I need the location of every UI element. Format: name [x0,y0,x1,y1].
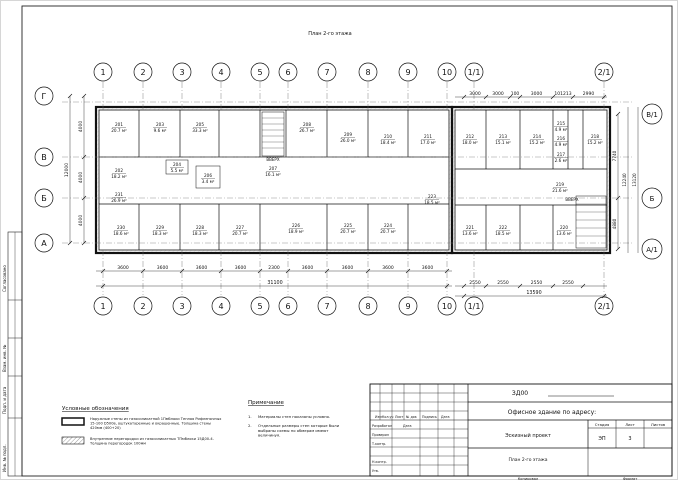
svg-text:213: 213 [499,134,507,139]
axis-label-right: В/1 [646,111,658,119]
svg-text:202: 202 [115,168,123,173]
axis-label-bottom: 4 [218,302,224,311]
svg-text:210: 210 [384,134,392,139]
svg-text:20.7 м²: 20.7 м² [340,229,356,234]
svg-text:216: 216 [557,136,565,141]
dimension-value-top-right: 3000 [492,92,504,97]
svg-text:15.1 м²: 15.1 м² [495,140,511,145]
row-approved: Утв. [372,469,379,473]
svg-text:17.0 м²: 17.0 м² [420,140,436,145]
legend-title: Условные обозначения [62,406,129,412]
svg-text:224: 224 [384,223,392,228]
note-1: Материалы стен показаны условно. [258,414,331,419]
axis-label-right: Б [649,195,655,203]
dimension-value-bottom: 3600 [195,266,208,271]
dimension-value-left: 4000 [79,171,84,184]
axis-label-top: 1 [100,68,106,77]
dimension-value-bottom: 2300 [268,266,280,271]
axis-label-left: В [41,153,47,162]
svg-text:18.4 м²: 18.4 м² [380,140,396,145]
svg-text:13.6 м²: 13.6 м² [462,231,478,236]
axis-label-bottom: 7 [324,302,330,311]
svg-text:2.6 м²: 2.6 м² [554,158,568,163]
svg-text:13.6 м²: 13.6 м² [556,231,572,236]
dimension-value-left: 4000 [79,214,84,227]
svg-text:218: 218 [591,134,599,139]
dimension-value-bottom: 3600 [301,266,314,271]
svg-text:228: 228 [196,225,204,230]
axis-label-left: Б [41,194,47,203]
sheets-head: Листов [650,422,666,427]
svg-text:204: 204 [173,162,181,167]
axis-label-left: А [41,239,47,248]
axis-label-bottom: 1/1 [467,302,481,311]
svg-text:33.3 м²: 33.3 м² [192,128,208,133]
stage-value: ЭП [598,436,606,442]
dimension-value-bottom: 3600 [382,266,394,271]
dimension-value-right: 12240 [622,173,627,187]
svg-text:20.7 м²: 20.7 м² [111,128,127,133]
svg-text:16.1 м²: 16.1 м² [265,172,281,177]
legend-item-partitions: Внутренние перегородки из газосиликатных ТПмблоки 15Д00-4. Толщина перегородок 100мм [90,437,214,446]
col-doc: № док [406,415,417,419]
svg-text:3.4 м²: 3.4 м² [201,179,215,184]
svg-text:217: 217 [557,152,565,157]
row-developed-date: Дата [403,424,412,428]
format-label: Формат [622,477,638,480]
svg-text:222: 222 [499,225,507,230]
col-kol: Кол.уч [382,415,394,419]
axis-label-bottom: 10 [441,302,453,311]
sheet-value: 3 [628,436,632,442]
axis-label-left: Г [41,92,47,101]
axis-label-bottom: 3 [179,302,185,311]
svg-text:201: 201 [115,122,123,127]
svg-text:18.0 м²: 18.0 м² [462,140,478,145]
svg-text:206: 206 [204,173,212,178]
svg-text:205: 205 [196,122,204,127]
svg-text:18.6 м²: 18.6 м² [113,231,129,236]
svg-text:227: 227 [236,225,244,230]
svg-text:231: 231 [115,192,123,197]
axis-label-top: 4 [218,68,224,77]
legend-item-outer-walls: Наружные стены из газосиликатной 1Пмблоки Теплоя Рифленочных 15-100 D500в, оштукатуренные и окрашенные. Толщина стены 420мм (400+20) [90,417,222,430]
notes-title: Примечание [248,400,284,406]
svg-text:212: 212 [466,134,474,139]
row-ncontrol: Н.контр. [372,460,387,464]
svg-text:5.5 м²: 5.5 м² [170,168,184,173]
dimension-value-right: 4880 [612,218,617,230]
svg-text:20.7 м²: 20.7 м² [380,229,396,234]
dimension-total-bottom-right: 13590 [526,291,542,296]
axis-label-bottom: 2 [140,302,146,311]
axis-label-top: 8 [365,68,371,77]
svg-text:18.9 м²: 18.9 м² [288,229,304,234]
svg-text:209: 209 [344,132,352,137]
dimension-value-right: 7740 [612,150,617,162]
col-sign: Подпись [422,415,437,419]
axis-label-top: 6 [285,68,291,77]
svg-text:208: 208 [303,122,311,127]
dimension-value-top-right: 2990 [582,92,595,97]
stair-up-label-2: ВВЕРХ [565,197,579,202]
axis-label-bottom: 1 [100,302,106,311]
svg-text:18.3 м²: 18.3 м² [152,231,168,236]
svg-text:223: 223 [428,194,436,199]
axis-label-top: 5 [257,68,263,77]
axis-label-bottom: 2/1 [597,302,611,311]
row-tcontrol: Т.контр. [372,442,387,446]
dimension-value-bottom: 3600 [421,266,434,271]
svg-text:21.6 м²: 21.6 м² [552,188,568,193]
svg-text:20.7 м²: 20.7 м² [232,231,248,236]
dimension-total-right: 13120 [632,173,637,187]
dimension-value-bottom: 3600 [156,266,169,271]
axis-label-top: 2/1 [597,68,611,77]
svg-text:214: 214 [533,134,541,139]
dimension-value-top-right: 3000 [530,92,543,97]
note-2: Отдельные размеры стен которые были выбраны схемы по обмерам имеют величинуя. [258,423,340,438]
axis-label-bottom: 9 [405,302,411,311]
project-code: ЗД00 [511,390,529,397]
col-izm: Изм [375,415,382,419]
dimension-value-bottom-right: 2550 [469,281,481,286]
svg-text:26.7 м²: 26.7 м² [299,128,315,133]
col-list: Лист [395,415,404,419]
axis-label-right: А/1 [646,246,658,254]
svg-text:15.2 м²: 15.2 м² [587,140,603,145]
svg-text:18.2 м²: 18.2 м² [111,174,127,179]
stair-up-label: ВВЕРХ [266,157,280,162]
svg-text:26.9 м²: 26.9 м² [111,198,127,203]
svg-text:226: 226 [292,223,300,228]
copied-label: Копировал [517,477,539,480]
axis-label-bottom: 5 [257,302,263,311]
axis-label-bottom: 6 [285,302,291,311]
svg-text:9.6 м²: 9.6 м² [153,128,167,133]
dimension-value-bottom: 3600 [234,266,247,271]
legend-partition-swatch [62,437,84,444]
dimension-total-bottom: 31100 [267,281,283,286]
axis-label-bottom: 8 [365,302,371,311]
dimension-value-left: 4000 [79,120,84,133]
dimension-total-left: 12000 [65,162,70,178]
svg-text:18.5 м²: 18.5 м² [424,200,440,205]
svg-text:2.: 2. [248,423,252,428]
svg-text:229: 229 [156,225,164,230]
svg-text:207: 207 [269,166,277,171]
svg-text:219: 219 [556,182,564,187]
svg-text:225: 225 [344,223,352,228]
axis-label-top: 3 [179,68,185,77]
svg-text:203: 203 [156,122,164,127]
svg-text:211: 211 [424,134,432,139]
dimension-value-top-right: 100 [510,92,520,97]
dimension-value-bottom: 3600 [341,266,354,271]
dimension-value-bottom-right: 2550 [530,281,543,286]
svg-text:230: 230 [117,225,125,230]
svg-text:215: 215 [557,121,565,126]
dimension-value-top-right: 3000 [469,92,481,97]
svg-text:15.2 м²: 15.2 м² [529,140,545,145]
axis-label-top: 9 [405,68,411,77]
row-developed: Разработал [372,424,392,428]
stamp-sign-date: Подп. и дата [2,386,7,414]
axis-label-top: 1/1 [467,68,481,77]
col-date: Дата [441,415,450,419]
plan-title: План 2-го этажа [508,458,548,463]
object-name: Офисное здание по адресу: [507,409,597,416]
row-checked: Проверил [372,433,389,437]
axis-label-top: 10 [441,68,453,77]
stamp-replace-inv: Взам. инв. № [2,344,7,372]
svg-text:1.: 1. [248,414,252,419]
dimension-value-bottom-right: 2550 [562,281,574,286]
svg-text:18.3 м²: 18.3 м² [192,231,208,236]
stamp-inv-original: Инв. № подл. [2,444,7,472]
doc-title: Эскизный проект [505,433,551,439]
dimension-value-bottom-right: 2550 [497,281,509,286]
axis-label-top: 2 [140,68,146,77]
svg-text:18.5 м²: 18.5 м² [495,231,511,236]
svg-text:221: 221 [466,225,474,230]
stage-head: Стадия [594,422,610,427]
sheet-title: План 2-го этажа [308,31,352,37]
svg-text:4.9 м²: 4.9 м² [554,142,568,147]
stamp-agreed: Согласовано [2,265,7,292]
dimension-value-top-right: 101213 [554,92,572,97]
dimension-value-bottom: 3600 [117,266,129,271]
sheet-head: Лист [625,422,635,427]
svg-text:26.0 м²: 26.0 м² [340,138,356,143]
svg-text:220: 220 [560,225,568,230]
svg-text:4.9 м²: 4.9 м² [554,127,568,132]
axis-label-top: 7 [324,68,330,77]
